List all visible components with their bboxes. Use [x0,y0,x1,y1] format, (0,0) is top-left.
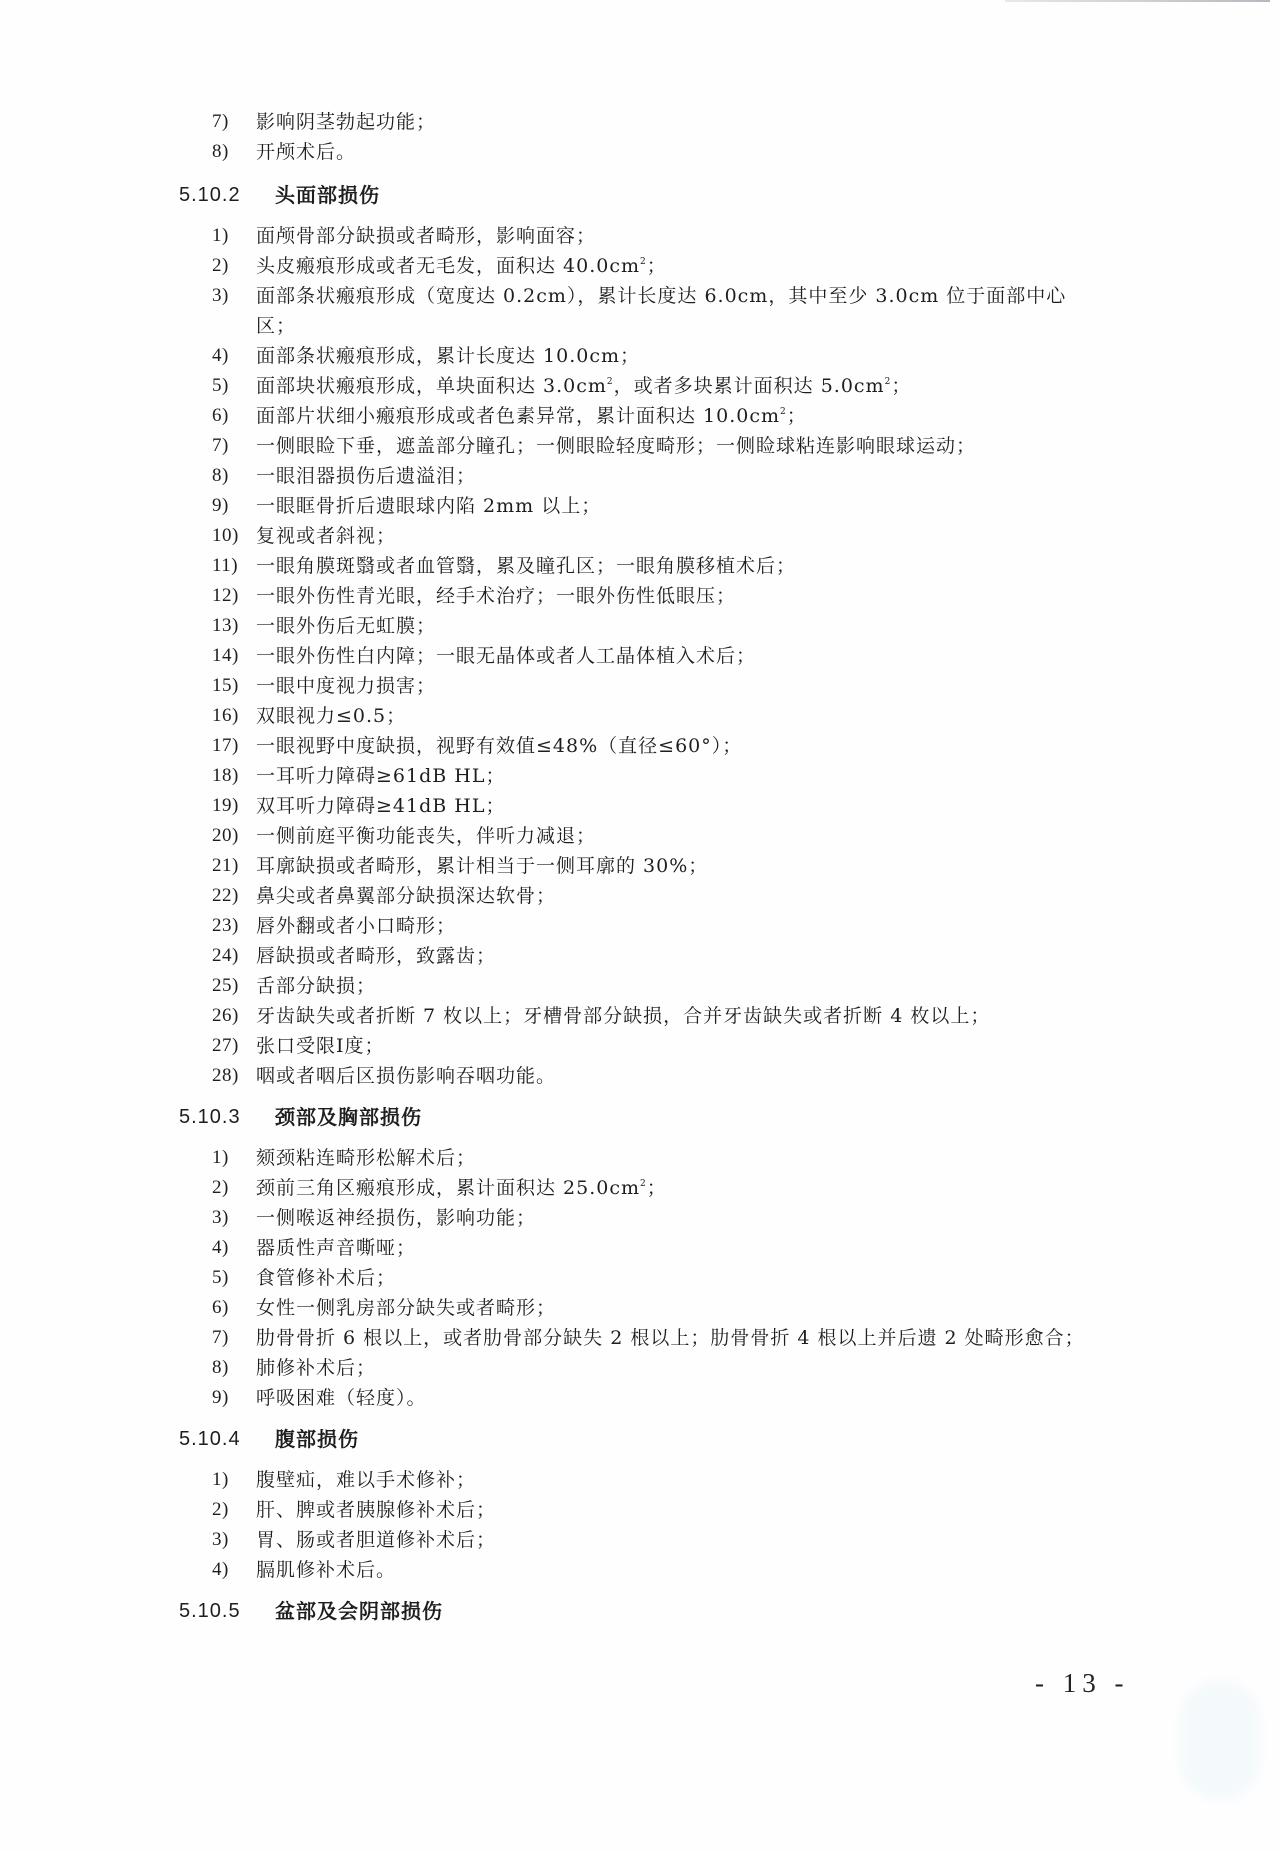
list-item [0,521,1280,551]
item-text: 双眼视力≤0.5； [256,705,407,727]
item-number: 6) [212,1297,229,1318]
list-item [0,611,1280,641]
scan-artifact [1180,1680,1260,1800]
item-number: 15) [212,675,239,696]
section-heading-5-10-3 [0,1095,1280,1139]
item-number: 6) [212,405,229,426]
list-item [0,431,1280,461]
list-item [0,1263,1280,1293]
section-heading-5-10-4 [0,1417,1280,1461]
list-item [0,701,1280,731]
item-number: 7) [212,435,229,456]
item-text: 面部条状瘢痕形成（宽度达 0.2cm），累计长度达 6.0cm，其中至少 3.0cm 位于面部中心 [256,285,1067,307]
scan-edge-line [1005,0,1270,2]
item-text: 肝、脾或者胰腺修补术后； [256,1499,497,1521]
item-number: 1) [212,225,229,246]
item-text: 颏颈粘连畸形松解术后； [256,1147,477,1169]
item-number: 13) [212,615,239,636]
item-text: 一眼角膜斑翳或者血管翳，累及瞳孔区；一眼角膜移植术后； [256,555,797,577]
item-text: 肋骨骨折 6 根以上，或者肋骨部分缺失 2 根以上；肋骨骨折 4 根以上并后遗 2 处畸形愈合； [256,1327,1085,1349]
list-item [0,137,1280,167]
section-heading-5-10-5 [0,1589,1280,1633]
section-list-5-10-2 [0,221,1280,1091]
item-number: 4) [212,1237,229,1258]
item-number: 18) [212,765,239,786]
item-text: 肺修补术后； [256,1357,377,1379]
item-number: 3) [212,1207,229,1228]
list-item [0,341,1280,371]
item-text: 一眼眶骨折后遗眼球内陷 2mm 以上； [256,495,602,517]
item-number: 8) [212,465,229,486]
list-item [0,1031,1280,1061]
item-number: 10) [212,525,239,546]
list-item [0,1293,1280,1323]
item-text: 影响阴茎勃起功能； [256,111,437,133]
item-number: 5) [212,375,229,396]
page-number: - 13 - [1035,1668,1130,1698]
list-item [0,1061,1280,1091]
item-text: 胃、肠或者胆道修补术后； [256,1529,497,1551]
list-item [0,251,1280,281]
item-number: 25) [212,975,239,996]
list-item [0,1525,1280,1555]
list-item [0,641,1280,671]
item-number: 27) [212,1035,239,1056]
item-number: 4) [212,345,229,366]
item-number: 4) [212,1559,229,1580]
item-text: 一眼外伤性青光眼，经手术治疗；一眼外伤性低眼压； [256,585,737,607]
item-number: 16) [212,705,239,726]
list-item [0,881,1280,911]
list-item [0,1555,1280,1585]
list-item [0,461,1280,491]
item-number: 17) [212,735,239,756]
list-item [0,1001,1280,1031]
section-title: 腹部损伤 [275,1427,359,1451]
item-number: 9) [212,495,229,516]
item-text: 复视或者斜视； [256,525,397,547]
list-item [0,1203,1280,1233]
item-number: 7) [212,1327,229,1348]
list-item [0,941,1280,971]
item-text: 唇缺损或者畸形，致露齿； [256,945,497,967]
section-number: 5.10.3 [179,1106,241,1128]
item-number: 19) [212,795,239,816]
list-item [0,551,1280,581]
document-body [0,107,1280,1637]
list-item [0,971,1280,1001]
item-text: 鼻尖或者鼻翼部分缺损深达软骨； [256,885,557,907]
item-text: 头皮瘢痕形成或者无毛发，面积达 $40.0cm^2$； [256,255,667,277]
section-list-5-10-4 [0,1465,1280,1585]
list-item [0,1173,1280,1203]
item-text: 面部条状瘢痕形成，累计长度达 10.0cm； [256,345,641,367]
item-text: 一眼泪器损伤后遗溢泪； [256,465,477,487]
section-title: 盆部及会阴部损伤 [275,1599,443,1623]
item-number: 20) [212,825,239,846]
item-text: 面部片状细小瘢痕形成或者色素异常，累计面积达 $10.0cm^2$； [256,405,807,427]
list-item-continuation [0,311,1280,341]
list-item [0,1323,1280,1353]
item-text: 唇外翻或者小口畸形； [256,915,457,937]
list-item [0,911,1280,941]
list-item [0,1353,1280,1383]
item-number: 3) [212,285,229,306]
section-title: 颈部及胸部损伤 [275,1105,422,1129]
item-number: 24) [212,945,239,966]
list-item [0,401,1280,431]
section-heading-5-10-2 [0,173,1280,217]
item-number: 3) [212,1529,229,1550]
item-text: 咽或者咽后区损伤影响吞咽功能。 [256,1065,557,1087]
item-text: 牙齿缺失或者折断 7 枚以上；牙槽骨部分缺损，合并牙齿缺失或者折断 4 枚以上； [256,1005,991,1027]
list-item [0,1465,1280,1495]
item-text: 开颅术后。 [256,141,357,163]
item-number: 11) [212,555,239,576]
list-item [0,1495,1280,1525]
item-number: 22) [212,885,239,906]
item-number: 14) [212,645,239,666]
item-number: 2) [212,255,229,276]
item-text: 腹壁疝，难以手术修补； [256,1469,477,1491]
item-text: 一眼中度视力损害； [256,675,437,697]
item-text: 区； [256,315,297,337]
item-number: 5) [212,1267,229,1288]
list-item [0,491,1280,521]
item-number: 1) [212,1147,229,1168]
item-number: 1) [212,1469,229,1490]
item-number: 12) [212,585,239,606]
list-item [0,761,1280,791]
list-item [0,791,1280,821]
item-number: 26) [212,1005,239,1026]
list-item [0,851,1280,881]
section-list-5-10-3 [0,1143,1280,1413]
item-number: 8) [212,1357,229,1378]
section-title: 头面部损伤 [275,183,380,207]
list-item [0,221,1280,251]
section-number: 5.10.5 [179,1600,241,1622]
item-text: 双耳听力障碍≥41dB HL； [256,795,506,817]
list-item [0,731,1280,761]
item-text: 膈肌修补术后。 [256,1559,397,1581]
item-text: 一耳听力障碍≥61dB HL； [256,765,506,787]
item-text: 一侧喉返神经损伤，影响功能； [256,1207,537,1229]
item-text: 张口受限Ⅰ度； [256,1035,385,1057]
item-number: 23) [212,915,239,936]
item-text: 一侧前庭平衡功能丧失，伴听力减退； [256,825,597,847]
section-number: 5.10.2 [179,184,241,206]
item-number: 28) [212,1065,239,1086]
list-item [0,1233,1280,1263]
list-item [0,1383,1280,1413]
list-item [0,281,1280,311]
item-number: 21) [212,855,239,876]
item-text: 呼吸困难（轻度）。 [256,1387,427,1409]
item-text: 女性一侧乳房部分缺失或者畸形； [256,1297,557,1319]
item-text: 一眼视野中度缺损，视野有效值≤48%（直径≤60°）； [256,735,743,757]
item-text: 舌部分缺损； [256,975,377,997]
item-number: 9) [212,1387,229,1408]
item-number: 8) [212,141,229,162]
item-text: 面颅骨部分缺损或者畸形，影响面容； [256,225,597,247]
list-item [0,671,1280,701]
list-item [0,821,1280,851]
list-item [0,107,1280,137]
item-text: 食管修补术后； [256,1267,397,1289]
item-text: 一眼外伤性白内障；一眼无晶体或者人工晶体植入术后； [256,645,757,667]
section-number: 5.10.4 [179,1428,241,1450]
list-item [0,371,1280,401]
item-text: 一眼外伤后无虹膜； [256,615,437,637]
item-text: 颈前三角区瘢痕形成，累计面积达 $25.0cm^2$； [256,1177,667,1199]
item-text: 面部块状瘢痕形成，单块面积达 $3.0cm^2$，或者多块累计面积达 $5.0cm^2$； [256,375,912,397]
item-text: 一侧眼睑下垂，遮盖部分瞳孔；一侧眼睑轻度畸形；一侧睑球粘连影响眼球运动； [256,435,977,457]
list-item [0,581,1280,611]
item-number: 2) [212,1177,229,1198]
item-text: 器质性声音嘶哑； [256,1237,417,1259]
item-number: 2) [212,1499,229,1520]
list-item [0,1143,1280,1173]
item-text: 耳廓缺损或者畸形，累计相当于一侧耳廓的 30%； [256,855,709,877]
item-number: 7) [212,111,229,132]
